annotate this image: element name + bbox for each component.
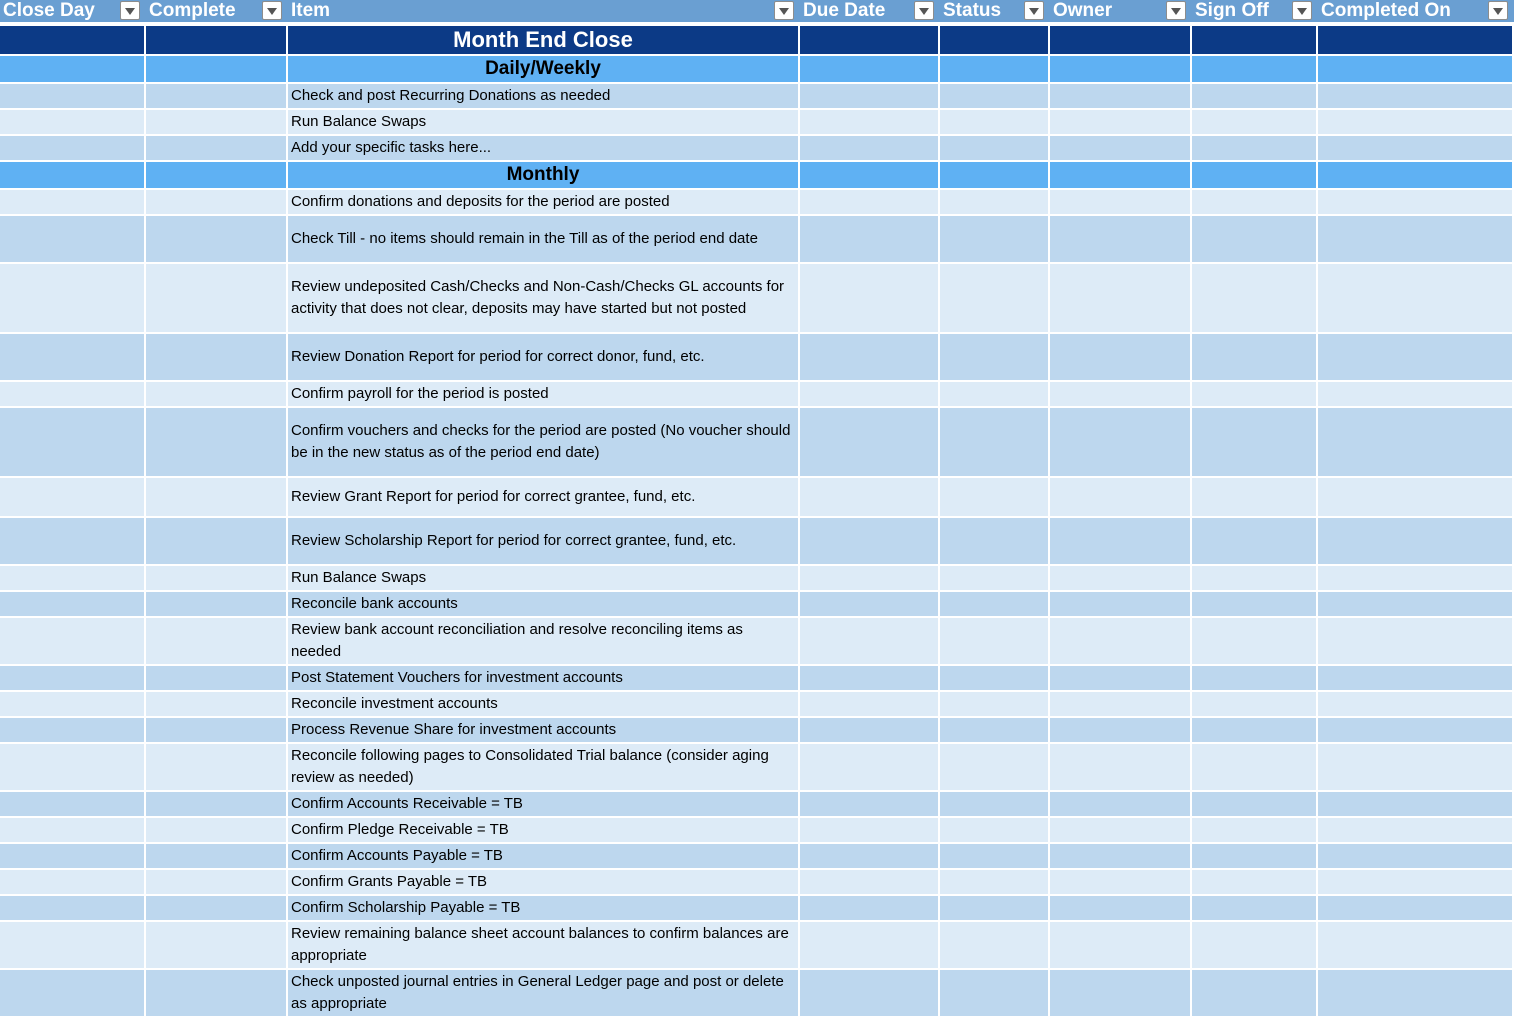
- task-item-text: Reconcile investment accounts: [291, 695, 498, 712]
- cell-due-date[interactable]: [800, 162, 940, 190]
- cell-item[interactable]: [288, 792, 800, 818]
- filter-dropdown-sign-off-button[interactable]: [1292, 1, 1312, 20]
- cell-status[interactable]: [940, 666, 1050, 692]
- cell-owner[interactable]: [1050, 136, 1192, 162]
- task-row: [0, 478, 1514, 518]
- cell-item[interactable]: [288, 216, 800, 264]
- cell-close-day[interactable]: [0, 718, 146, 744]
- cell-due-date[interactable]: [800, 718, 940, 744]
- cell-due-date[interactable]: [800, 518, 940, 566]
- task-item-text: Review Grant Report for period for correct grantee, fund, etc.: [291, 488, 696, 505]
- cell-status[interactable]: [940, 162, 1050, 190]
- cell-status[interactable]: [940, 718, 1050, 744]
- cell-completed-on[interactable]: [1318, 162, 1514, 190]
- cell-status[interactable]: [940, 26, 1050, 56]
- cell-item[interactable]: [288, 666, 800, 692]
- cell-sign-off[interactable]: [1192, 592, 1318, 618]
- cell-completed-on[interactable]: [1318, 382, 1514, 408]
- cell-owner[interactable]: [1050, 870, 1192, 896]
- cell-completed-on[interactable]: [1318, 718, 1514, 744]
- cell-owner[interactable]: [1050, 592, 1192, 618]
- cell-item[interactable]: [288, 870, 800, 896]
- cell-close-day[interactable]: [0, 922, 146, 970]
- cell-complete[interactable]: [146, 190, 288, 216]
- cell-due-date[interactable]: [800, 744, 940, 792]
- cell-due-date[interactable]: [800, 792, 940, 818]
- cell-sign-off[interactable]: [1192, 110, 1318, 136]
- filter-dropdown-completed-on-button[interactable]: [1488, 1, 1508, 20]
- task-item-text: Confirm Pledge Receivable = TB: [291, 821, 509, 838]
- cell-sign-off[interactable]: [1192, 162, 1318, 190]
- task-item-text: Review bank account reconciliation and resolve reconciling items as needed: [291, 621, 743, 660]
- cell-item[interactable]: [288, 136, 800, 162]
- cell-close-day[interactable]: [0, 844, 146, 870]
- cell-close-day[interactable]: [0, 618, 146, 666]
- cell-sign-off[interactable]: [1192, 844, 1318, 870]
- cell-close-day[interactable]: [0, 518, 146, 566]
- task-item-text: Process Revenue Share for investment accounts: [291, 721, 617, 738]
- task-item-text: Confirm payroll for the period is posted: [291, 385, 549, 402]
- cell-status[interactable]: [940, 190, 1050, 216]
- task-item-text: Reconcile following pages to Consolidated Trial balance (consider aging review as needed): [291, 747, 769, 786]
- cell-status[interactable]: [940, 518, 1050, 566]
- cell-due-date[interactable]: [800, 618, 940, 666]
- cell-sign-off[interactable]: [1192, 818, 1318, 844]
- cell-sign-off[interactable]: [1192, 896, 1318, 922]
- column-header-close-day: Close Day: [3, 0, 95, 21]
- cell-completed-on[interactable]: [1318, 566, 1514, 592]
- cell-due-date[interactable]: [800, 922, 940, 970]
- cell-owner[interactable]: [1050, 844, 1192, 870]
- cell-close-day[interactable]: [0, 56, 146, 84]
- cell-completed-on[interactable]: [1318, 136, 1514, 162]
- cell-owner[interactable]: [1050, 744, 1192, 792]
- cell-item[interactable]: [288, 26, 800, 56]
- cell-owner[interactable]: [1050, 26, 1192, 56]
- cell-close-day[interactable]: [0, 190, 146, 216]
- cell-completed-on[interactable]: [1318, 818, 1514, 844]
- cell-due-date[interactable]: [800, 870, 940, 896]
- cell-status[interactable]: [940, 566, 1050, 592]
- cell-due-date[interactable]: [800, 334, 940, 382]
- cell-item[interactable]: [288, 382, 800, 408]
- cell-item[interactable]: [288, 162, 800, 190]
- cell-status[interactable]: [940, 744, 1050, 792]
- cell-close-day[interactable]: [0, 744, 146, 792]
- cell-owner[interactable]: [1050, 190, 1192, 216]
- cell-status[interactable]: [940, 478, 1050, 518]
- task-row: [0, 970, 1514, 1018]
- cell-due-date[interactable]: [800, 692, 940, 718]
- cell-sign-off[interactable]: [1192, 922, 1318, 970]
- cell-completed-on[interactable]: [1318, 334, 1514, 382]
- cell-owner[interactable]: [1050, 922, 1192, 970]
- cell-complete[interactable]: [146, 618, 288, 666]
- cell-complete[interactable]: [146, 844, 288, 870]
- task-item-text: Review Scholarship Report for period for correct grantee, fund, etc.: [291, 532, 737, 549]
- cell-completed-on[interactable]: [1318, 666, 1514, 692]
- cell-close-day[interactable]: [0, 792, 146, 818]
- cell-status[interactable]: [940, 334, 1050, 382]
- task-row: [0, 566, 1514, 592]
- cell-status[interactable]: [940, 870, 1050, 896]
- task-row: [0, 792, 1514, 818]
- task-item-text: Check and post Recurring Donations as needed: [291, 87, 611, 104]
- cell-complete[interactable]: [146, 110, 288, 136]
- cell-owner[interactable]: [1050, 566, 1192, 592]
- cell-sign-off[interactable]: [1192, 136, 1318, 162]
- filter-dropdown-close-day-button[interactable]: [120, 1, 140, 20]
- cell-owner[interactable]: [1050, 666, 1192, 692]
- task-item-text: Run Balance Swaps: [291, 113, 427, 130]
- cell-item[interactable]: [288, 190, 800, 216]
- cell-item[interactable]: [288, 264, 800, 334]
- cell-close-day[interactable]: [0, 408, 146, 478]
- cell-close-day[interactable]: [0, 334, 146, 382]
- task-row: [0, 692, 1514, 718]
- cell-due-date[interactable]: [800, 56, 940, 84]
- task-item-text: Check Till - no items should remain in the Till as of the period end date: [291, 230, 758, 247]
- cell-complete[interactable]: [146, 818, 288, 844]
- cell-complete[interactable]: [146, 744, 288, 792]
- cell-complete[interactable]: [146, 26, 288, 56]
- cell-owner[interactable]: [1050, 718, 1192, 744]
- task-item-text: Post Statement Vouchers for investment accounts: [291, 669, 623, 686]
- task-item-text: Review undeposited Cash/Checks and Non-Cash/Checks GL accounts for activity that does not clear, deposits may have started but not posted: [291, 278, 785, 317]
- cell-complete[interactable]: [146, 136, 288, 162]
- cell-owner[interactable]: [1050, 56, 1192, 84]
- cell-status[interactable]: [940, 970, 1050, 1018]
- cell-due-date[interactable]: [800, 84, 940, 110]
- cell-close-day[interactable]: [0, 970, 146, 1018]
- cell-status[interactable]: [940, 136, 1050, 162]
- section-header-row: [0, 162, 1514, 190]
- task-row: [0, 844, 1514, 870]
- cell-sign-off[interactable]: [1192, 518, 1318, 566]
- cell-due-date[interactable]: [800, 566, 940, 592]
- cell-complete[interactable]: [146, 666, 288, 692]
- cell-due-date[interactable]: [800, 382, 940, 408]
- cell-close-day[interactable]: [0, 818, 146, 844]
- filter-dropdown-due-date-button[interactable]: [914, 1, 934, 20]
- cell-completed-on[interactable]: [1318, 110, 1514, 136]
- cell-item[interactable]: [288, 818, 800, 844]
- task-item-text: Confirm Scholarship Payable = TB: [291, 899, 521, 916]
- cell-owner[interactable]: [1050, 518, 1192, 566]
- cell-completed-on[interactable]: [1318, 518, 1514, 566]
- cell-sign-off[interactable]: [1192, 382, 1318, 408]
- section-title: Monthly: [506, 164, 580, 185]
- cell-status[interactable]: [940, 692, 1050, 718]
- cell-complete[interactable]: [146, 970, 288, 1018]
- cell-item[interactable]: [288, 110, 800, 136]
- cell-completed-on[interactable]: [1318, 970, 1514, 1018]
- task-row: [0, 618, 1514, 666]
- cell-due-date[interactable]: [800, 408, 940, 478]
- sheet-title-row: [0, 26, 1514, 56]
- cell-complete[interactable]: [146, 162, 288, 190]
- cell-item[interactable]: [288, 478, 800, 518]
- cell-completed-on[interactable]: [1318, 478, 1514, 518]
- task-row: [0, 382, 1514, 408]
- cell-status[interactable]: [940, 216, 1050, 264]
- task-item-text: Confirm Accounts Receivable = TB: [291, 795, 523, 812]
- task-item-text: Add your specific tasks here...: [291, 139, 492, 156]
- cell-sign-off[interactable]: [1192, 970, 1318, 1018]
- cell-close-day[interactable]: [0, 162, 146, 190]
- cell-item[interactable]: [288, 408, 800, 478]
- cell-item[interactable]: [288, 56, 800, 84]
- cell-close-day[interactable]: [0, 216, 146, 264]
- cell-status[interactable]: [940, 408, 1050, 478]
- cell-complete[interactable]: [146, 922, 288, 970]
- cell-completed-on[interactable]: [1318, 792, 1514, 818]
- column-header-item: Item: [291, 0, 331, 21]
- cell-sign-off[interactable]: [1192, 264, 1318, 334]
- cell-completed-on[interactable]: [1318, 870, 1514, 896]
- task-row: [0, 818, 1514, 844]
- filter-dropdown-complete-button[interactable]: [262, 1, 282, 20]
- cell-close-day[interactable]: [0, 478, 146, 518]
- cell-close-day[interactable]: [0, 566, 146, 592]
- task-row: [0, 84, 1514, 110]
- cell-completed-on[interactable]: [1318, 896, 1514, 922]
- cell-sign-off[interactable]: [1192, 618, 1318, 666]
- cell-completed-on[interactable]: [1318, 692, 1514, 718]
- cell-owner[interactable]: [1050, 264, 1192, 334]
- cell-item[interactable]: [288, 896, 800, 922]
- cell-status[interactable]: [940, 792, 1050, 818]
- cell-close-day[interactable]: [0, 84, 146, 110]
- cell-due-date[interactable]: [800, 190, 940, 216]
- cell-owner[interactable]: [1050, 692, 1192, 718]
- cell-complete[interactable]: [146, 264, 288, 334]
- cell-owner[interactable]: [1050, 970, 1192, 1018]
- cell-due-date[interactable]: [800, 26, 940, 56]
- cell-complete[interactable]: [146, 896, 288, 922]
- cell-sign-off[interactable]: [1192, 692, 1318, 718]
- cell-item[interactable]: [288, 692, 800, 718]
- task-row: [0, 136, 1514, 162]
- task-item-text: Confirm donations and deposits for the period are posted: [291, 193, 670, 210]
- task-item-text: Run Balance Swaps: [291, 569, 427, 586]
- column-header-row: [0, 0, 1514, 22]
- cell-complete[interactable]: [146, 84, 288, 110]
- cell-due-date[interactable]: [800, 264, 940, 334]
- cell-completed-on[interactable]: [1318, 592, 1514, 618]
- cell-completed-on[interactable]: [1318, 216, 1514, 264]
- cell-item[interactable]: [288, 618, 800, 666]
- cell-completed-on[interactable]: [1318, 744, 1514, 792]
- task-item-text: Confirm Grants Payable = TB: [291, 873, 488, 890]
- cell-due-date[interactable]: [800, 970, 940, 1018]
- cell-item[interactable]: [288, 84, 800, 110]
- task-row: [0, 870, 1514, 896]
- task-row: [0, 408, 1514, 478]
- cell-complete[interactable]: [146, 592, 288, 618]
- task-row: [0, 110, 1514, 136]
- cell-due-date[interactable]: [800, 216, 940, 264]
- cell-due-date[interactable]: [800, 136, 940, 162]
- cell-item[interactable]: [288, 844, 800, 870]
- task-row: [0, 190, 1514, 216]
- cell-complete[interactable]: [146, 478, 288, 518]
- cell-sign-off[interactable]: [1192, 566, 1318, 592]
- cell-item[interactable]: [288, 566, 800, 592]
- cell-item[interactable]: [288, 970, 800, 1018]
- cell-item[interactable]: [288, 518, 800, 566]
- section-header-row: [0, 56, 1514, 84]
- cell-complete[interactable]: [146, 518, 288, 566]
- cell-sign-off[interactable]: [1192, 26, 1318, 56]
- cell-complete[interactable]: [146, 718, 288, 744]
- cell-status[interactable]: [940, 110, 1050, 136]
- cell-close-day[interactable]: [0, 666, 146, 692]
- cell-sign-off[interactable]: [1192, 216, 1318, 264]
- cell-sign-off[interactable]: [1192, 666, 1318, 692]
- task-item-text: Reconcile bank accounts: [291, 595, 458, 612]
- cell-item[interactable]: [288, 334, 800, 382]
- filter-dropdown-item-button[interactable]: [774, 1, 794, 20]
- cell-complete[interactable]: [146, 334, 288, 382]
- cell-owner[interactable]: [1050, 84, 1192, 110]
- cell-sign-off[interactable]: [1192, 792, 1318, 818]
- cell-item[interactable]: [288, 718, 800, 744]
- cell-owner[interactable]: [1050, 818, 1192, 844]
- cell-owner[interactable]: [1050, 216, 1192, 264]
- cell-due-date[interactable]: [800, 818, 940, 844]
- cell-completed-on[interactable]: [1318, 84, 1514, 110]
- cell-status[interactable]: [940, 592, 1050, 618]
- cell-owner[interactable]: [1050, 792, 1192, 818]
- cell-close-day[interactable]: [0, 382, 146, 408]
- cell-item[interactable]: [288, 592, 800, 618]
- task-row: [0, 518, 1514, 566]
- cell-complete[interactable]: [146, 692, 288, 718]
- task-row: [0, 592, 1514, 618]
- task-row: [0, 334, 1514, 382]
- cell-completed-on[interactable]: [1318, 844, 1514, 870]
- cell-close-day[interactable]: [0, 692, 146, 718]
- task-row: [0, 216, 1514, 264]
- cell-completed-on[interactable]: [1318, 264, 1514, 334]
- cell-item[interactable]: [288, 744, 800, 792]
- cell-sign-off[interactable]: [1192, 334, 1318, 382]
- cell-complete[interactable]: [146, 566, 288, 592]
- cell-sign-off[interactable]: [1192, 56, 1318, 84]
- column-header-owner: Owner: [1053, 0, 1113, 21]
- task-row: [0, 718, 1514, 744]
- cell-status[interactable]: [940, 56, 1050, 84]
- cell-status[interactable]: [940, 618, 1050, 666]
- column-header-status: Status: [943, 0, 1002, 21]
- task-item-text: Confirm Accounts Payable = TB: [291, 847, 503, 864]
- task-item-text: Confirm vouchers and checks for the period are posted (No voucher should be in the new status as of the period end date): [291, 422, 791, 461]
- task-row: [0, 264, 1514, 334]
- cell-status[interactable]: [940, 84, 1050, 110]
- filter-dropdown-owner-button[interactable]: [1166, 1, 1186, 20]
- cell-owner[interactable]: [1050, 382, 1192, 408]
- cell-status[interactable]: [940, 382, 1050, 408]
- cell-owner[interactable]: [1050, 896, 1192, 922]
- cell-owner[interactable]: [1050, 334, 1192, 382]
- cell-status[interactable]: [940, 818, 1050, 844]
- cell-complete[interactable]: [146, 216, 288, 264]
- cell-owner[interactable]: [1050, 618, 1192, 666]
- section-title: Daily/Weekly: [485, 58, 601, 79]
- cell-close-day[interactable]: [0, 870, 146, 896]
- cell-owner[interactable]: [1050, 162, 1192, 190]
- cell-status[interactable]: [940, 264, 1050, 334]
- cell-close-day[interactable]: [0, 26, 146, 56]
- cell-close-day[interactable]: [0, 136, 146, 162]
- cell-completed-on[interactable]: [1318, 618, 1514, 666]
- cell-complete[interactable]: [146, 382, 288, 408]
- cell-due-date[interactable]: [800, 896, 940, 922]
- cell-close-day[interactable]: [0, 264, 146, 334]
- cell-status[interactable]: [940, 844, 1050, 870]
- cell-close-day[interactable]: [0, 592, 146, 618]
- cell-due-date[interactable]: [800, 110, 940, 136]
- cell-completed-on[interactable]: [1318, 408, 1514, 478]
- task-row: [0, 922, 1514, 970]
- task-row: [0, 744, 1514, 792]
- cell-sign-off[interactable]: [1192, 744, 1318, 792]
- column-header-due-date: Due Date: [803, 0, 886, 21]
- cell-sign-off[interactable]: [1192, 84, 1318, 110]
- task-item-text: Check unposted journal entries in General Ledger page and post or delete as appropriate: [291, 973, 784, 1012]
- cell-sign-off[interactable]: [1192, 408, 1318, 478]
- cell-sign-off[interactable]: [1192, 478, 1318, 518]
- task-row: [0, 666, 1514, 692]
- cell-due-date[interactable]: [800, 478, 940, 518]
- cell-item[interactable]: [288, 922, 800, 970]
- cell-complete[interactable]: [146, 870, 288, 896]
- cell-completed-on[interactable]: [1318, 190, 1514, 216]
- cell-sign-off[interactable]: [1192, 870, 1318, 896]
- cell-due-date[interactable]: [800, 592, 940, 618]
- cell-completed-on[interactable]: [1318, 922, 1514, 970]
- column-header-completed-on: Completed On: [1321, 0, 1451, 21]
- cell-complete[interactable]: [146, 408, 288, 478]
- cell-completed-on[interactable]: [1318, 26, 1514, 56]
- cell-sign-off[interactable]: [1192, 718, 1318, 744]
- cell-status[interactable]: [940, 896, 1050, 922]
- column-header-complete: Complete: [149, 0, 236, 21]
- cell-due-date[interactable]: [800, 666, 940, 692]
- cell-close-day[interactable]: [0, 110, 146, 136]
- cell-complete[interactable]: [146, 56, 288, 84]
- column-header-sign-off: Sign Off: [1195, 0, 1269, 21]
- task-item-text: Review Donation Report for period for correct donor, fund, etc.: [291, 348, 705, 365]
- cell-owner[interactable]: [1050, 408, 1192, 478]
- cell-sign-off[interactable]: [1192, 190, 1318, 216]
- sheet-title: Month End Close: [453, 27, 633, 52]
- cell-due-date[interactable]: [800, 844, 940, 870]
- cell-owner[interactable]: [1050, 110, 1192, 136]
- cell-close-day[interactable]: [0, 896, 146, 922]
- cell-status[interactable]: [940, 922, 1050, 970]
- task-row: [0, 896, 1514, 922]
- filter-dropdown-status-button[interactable]: [1024, 1, 1044, 20]
- cell-complete[interactable]: [146, 792, 288, 818]
- cell-owner[interactable]: [1050, 478, 1192, 518]
- cell-completed-on[interactable]: [1318, 56, 1514, 84]
- task-item-text: Review remaining balance sheet account balances to confirm balances are appropriate: [291, 925, 789, 964]
